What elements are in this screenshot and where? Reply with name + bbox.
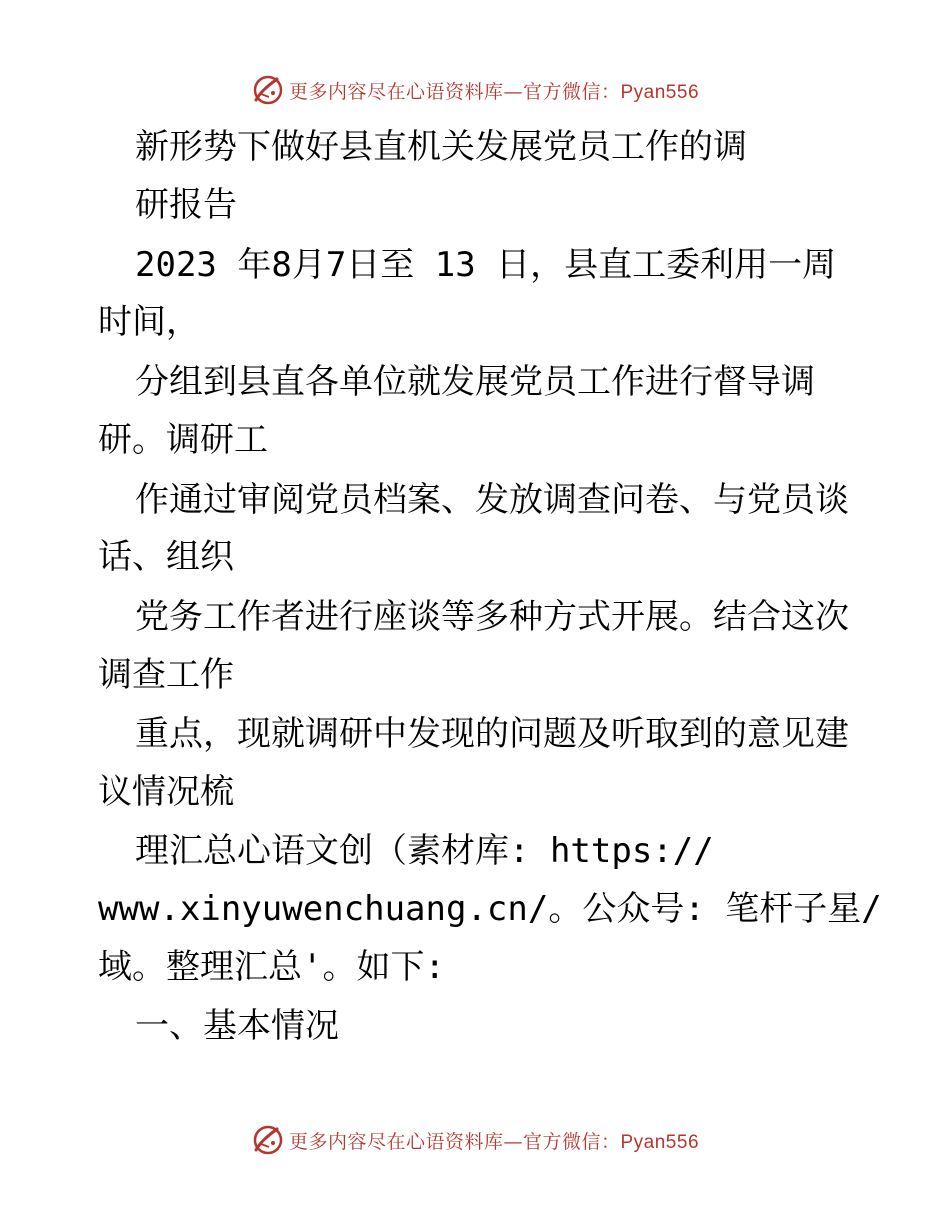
- footer-wechat-id: Pyan556: [620, 1131, 700, 1153]
- paragraph-line: 2023 年8月7日至 13 日，县直工委利用一周: [135, 245, 837, 285]
- paragraph-line: 研。调研工: [98, 420, 268, 460]
- paragraph-line: 分组到县直各单位就发展党员工作进行督导调: [135, 362, 815, 402]
- footer-banner-text: 更多内容尽在心语资料库—官方微信：Pyan556: [288, 1130, 700, 1153]
- pen-logo-icon: [251, 1123, 285, 1157]
- paragraph-line: 党务工作者进行座谈等多种方式开展。结合这次: [135, 597, 849, 637]
- paragraph-line: www.xinyuwenchuang.cn/。公众号: 笔杆子星/: [98, 889, 882, 929]
- footer-banner: [0, 1120, 950, 1160]
- paragraph-line: 时间，: [98, 302, 200, 342]
- paragraph-line: 域。整理汇总'。如下:: [98, 947, 445, 987]
- paragraph-line: 理汇总心语文创（素材库: https://: [135, 831, 714, 871]
- document-title-line-2: 研报告: [135, 185, 237, 225]
- section-heading: 一、基本情况: [135, 1006, 339, 1046]
- document-title-line-1: 新形势下做好县直机关发展党员工作的调: [135, 127, 747, 167]
- header-banner-text: 更多内容尽在心语资料库—官方微信：Pyan556: [288, 80, 700, 103]
- paragraph-line: 调查工作: [98, 655, 234, 695]
- header-wechat-id: Pyan556: [620, 81, 700, 103]
- paragraph-line: 作通过审阅党员档案、发放调查问卷、与党员谈: [135, 480, 849, 520]
- paragraph-line: 重点，现就调研中发现的问题及听取到的意见建: [135, 714, 849, 754]
- paragraph-line: 议情况梳: [98, 772, 234, 812]
- paragraph-line: 话、组织: [98, 537, 234, 577]
